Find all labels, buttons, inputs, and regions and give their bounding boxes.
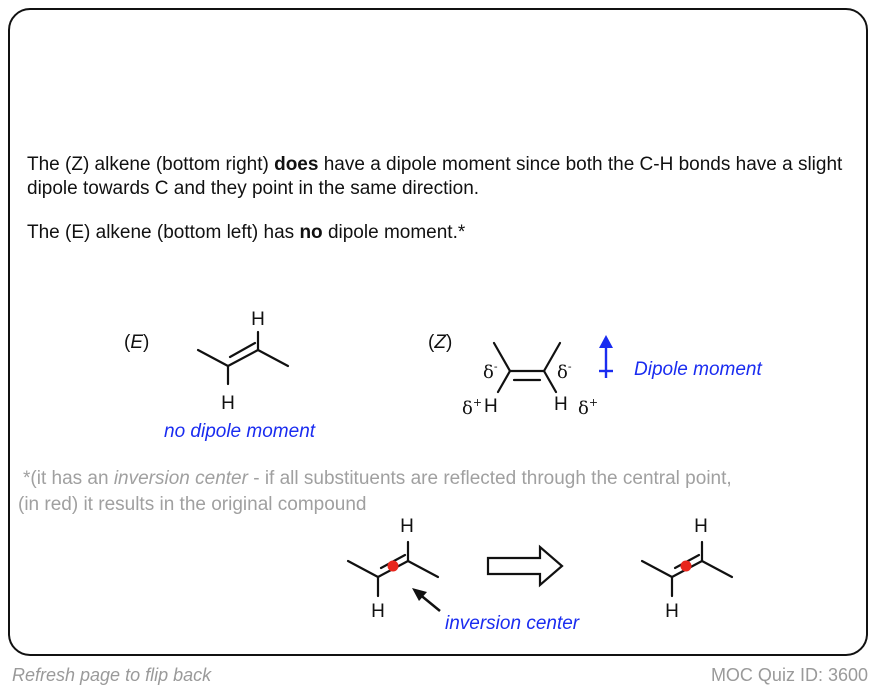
inversion-center-label: inversion center bbox=[445, 613, 580, 634]
no-dipole-label: no dipole moment bbox=[164, 421, 316, 442]
atom-h: H bbox=[554, 394, 568, 415]
delta-plus-right: δ+ bbox=[578, 396, 599, 419]
note-italic: inversion center bbox=[113, 468, 248, 489]
bold-does: does bbox=[274, 154, 319, 175]
text-part: have a dipole moment since both the C-H bonds have a slight dipole towards C and they point in the same direction. bbox=[27, 154, 843, 199]
text-part: The (E) alkene (bottom left) has bbox=[27, 222, 300, 243]
delta-minus-right: δ- bbox=[557, 360, 572, 383]
z-label: (Z) bbox=[428, 332, 453, 353]
note-text: *(it has an bbox=[23, 468, 114, 489]
atom-h: H bbox=[484, 396, 498, 417]
dipole-arrow-icon bbox=[599, 335, 613, 378]
e-alkene-structure bbox=[198, 332, 288, 384]
atom-h: H bbox=[251, 309, 265, 330]
note-line-2: (in red) it results in the original compound bbox=[18, 494, 367, 515]
refresh-hint: Refresh page to flip back bbox=[12, 665, 212, 685]
inversion-center-dot bbox=[681, 561, 692, 572]
inversion-center-dot bbox=[388, 561, 399, 572]
delta-minus-left: δ- bbox=[483, 360, 498, 383]
e-label: (E) bbox=[124, 332, 150, 353]
delta-plus-left: δ+ bbox=[462, 396, 483, 419]
atom-h: H bbox=[221, 393, 235, 414]
note-text: - if all substituents are reflected through the central point, bbox=[247, 468, 732, 489]
text-part: The (Z) alkene (bottom right) bbox=[27, 154, 275, 175]
text-part: dipole moment.* bbox=[322, 222, 466, 243]
transform-arrow-icon bbox=[488, 547, 562, 585]
atom-h: H bbox=[400, 516, 414, 537]
z-alkene-structure bbox=[494, 343, 560, 392]
pointer-arrow-icon bbox=[412, 588, 440, 611]
atom-h: H bbox=[665, 601, 679, 622]
atom-h: H bbox=[371, 601, 385, 622]
dipole-label: Dipole moment bbox=[634, 359, 762, 380]
bold-no: no bbox=[299, 222, 323, 243]
quiz-id: MOC Quiz ID: 3600 bbox=[710, 665, 868, 685]
atom-h: H bbox=[694, 516, 708, 537]
